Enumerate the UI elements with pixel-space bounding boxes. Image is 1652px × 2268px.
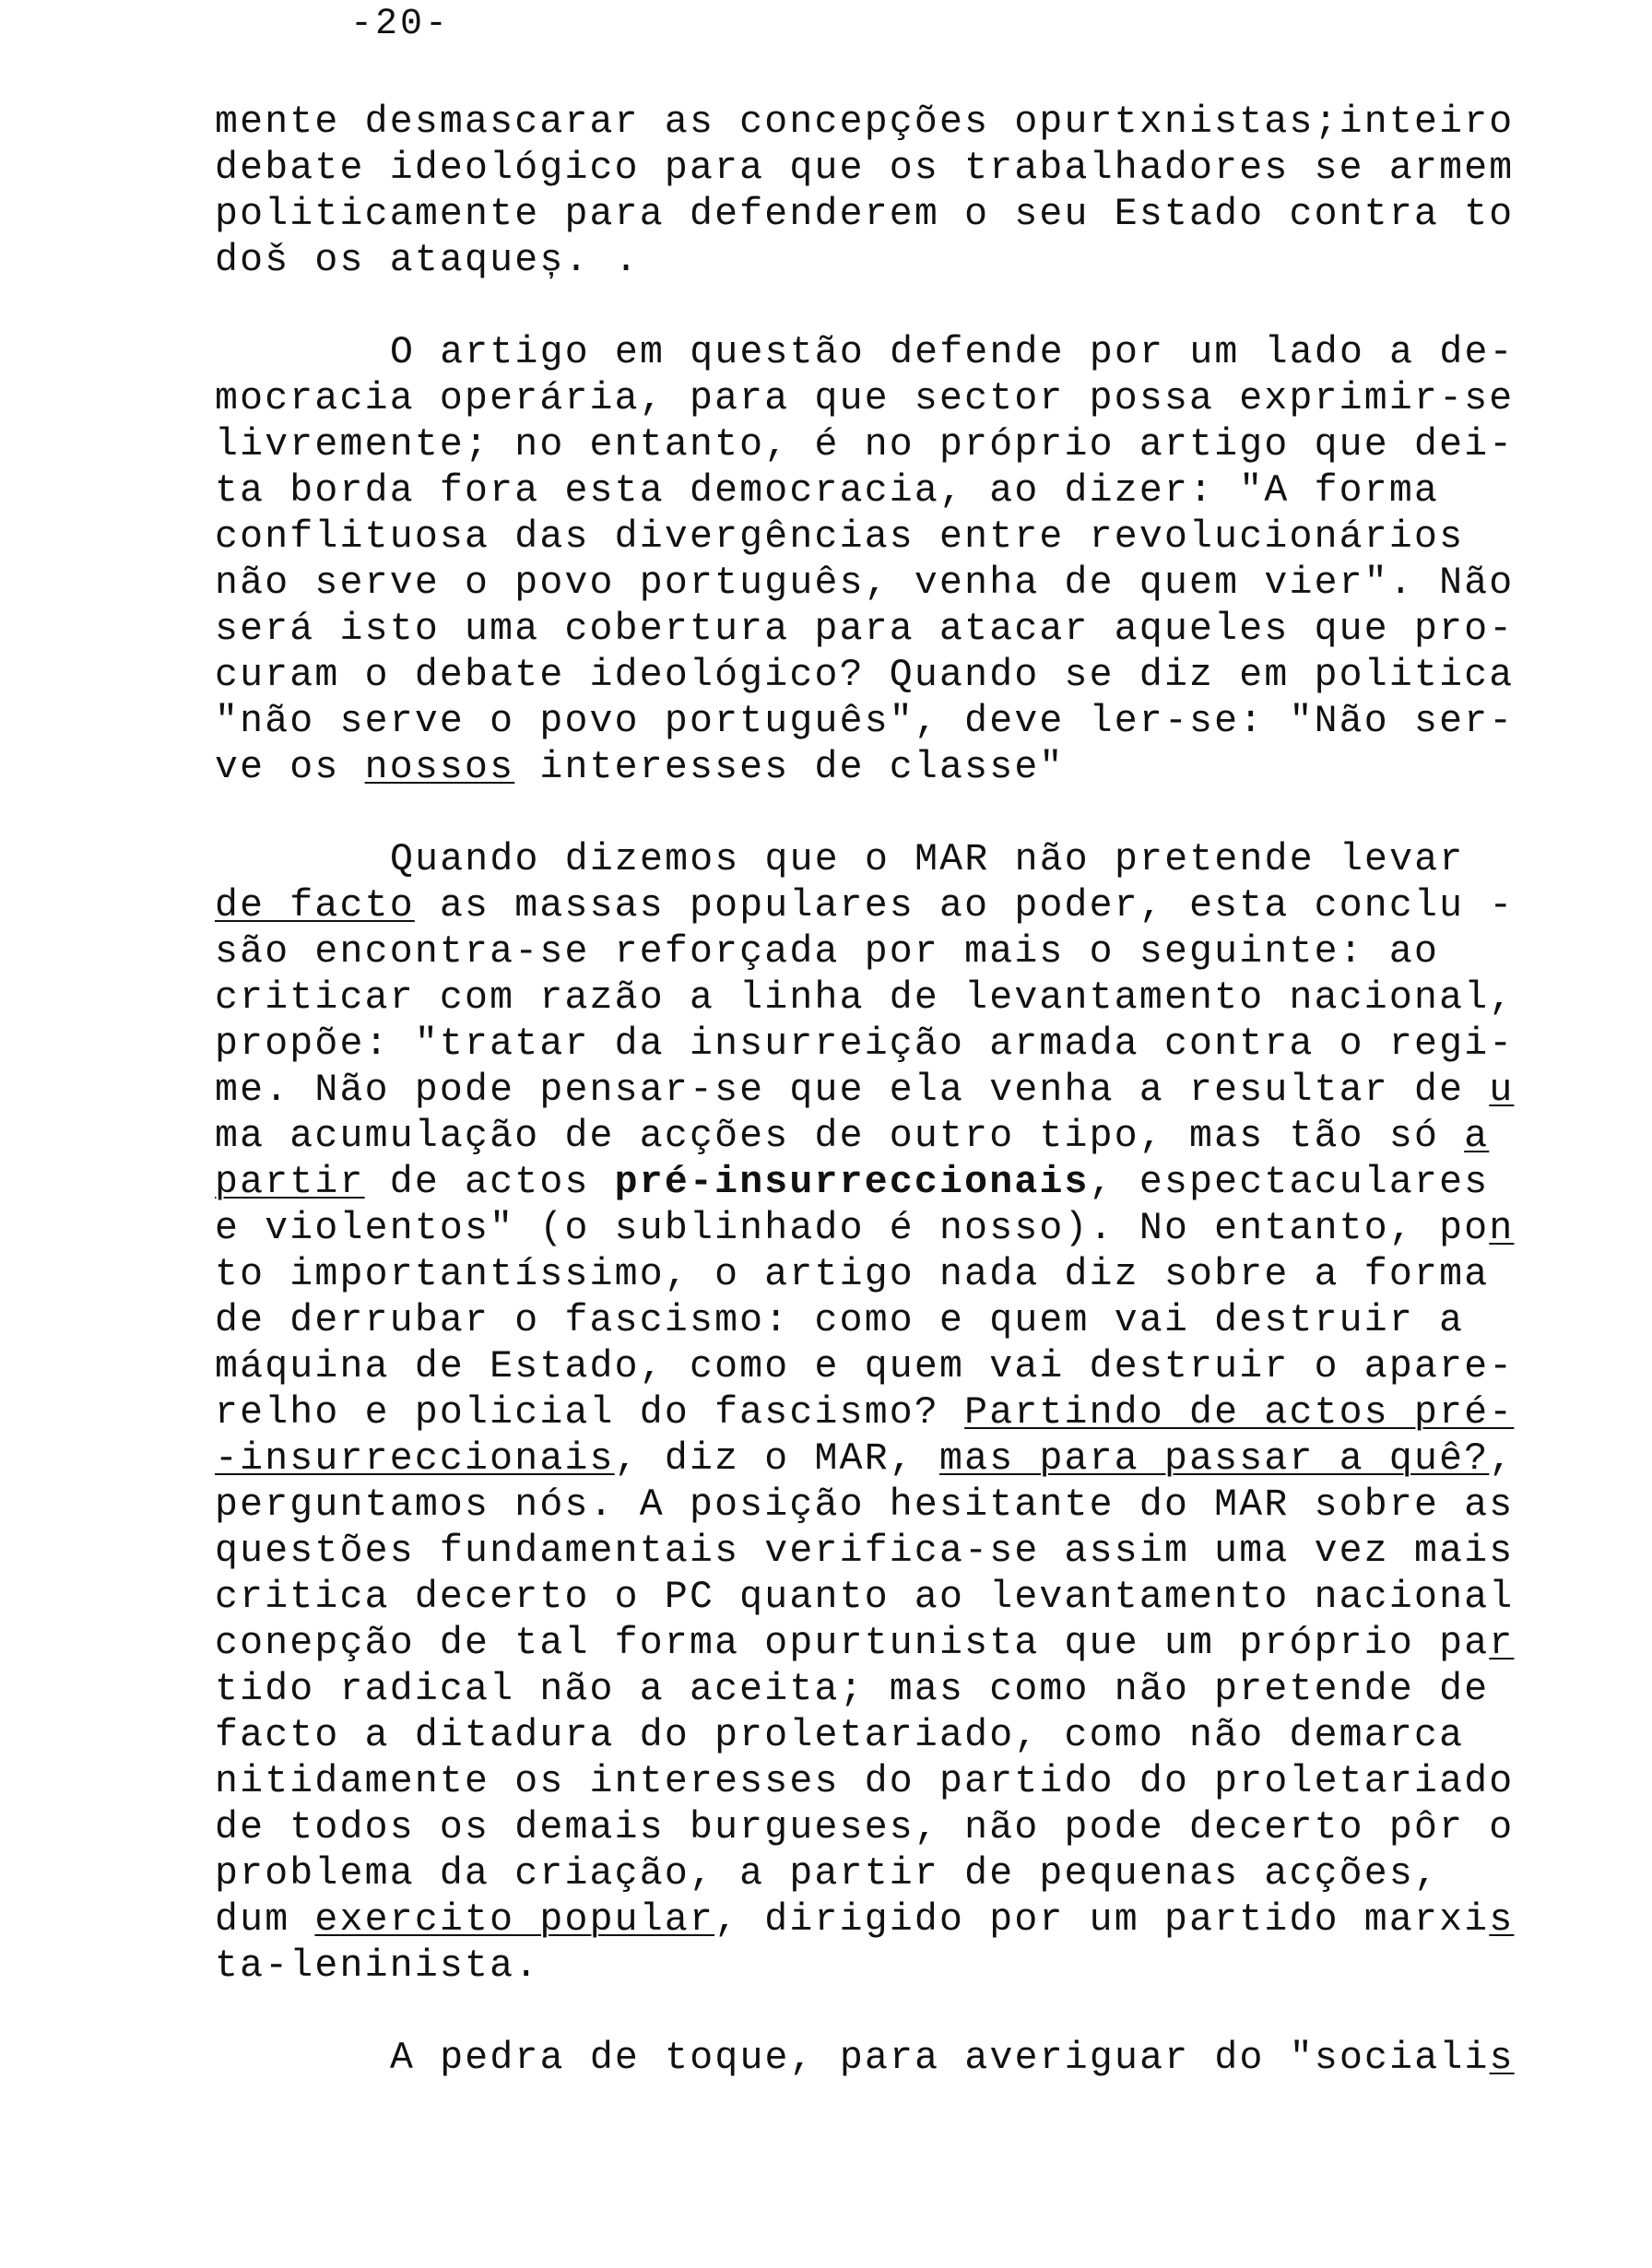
text-segment: criticar com razão a linha de levantamento nacional, (215, 976, 1515, 1020)
text-segment: interesses de classe" (514, 746, 1065, 789)
text-line (215, 1344, 1514, 1390)
underlined-text: a (1464, 1115, 1490, 1158)
text-segment: dum (215, 1898, 315, 1942)
underlined-text: r (1489, 1622, 1515, 1665)
text-segment: ve os (215, 746, 365, 789)
text-segment: são encontra-se reforçada por mais o seguinte: ao (215, 930, 1440, 974)
text-line (215, 1529, 1514, 1575)
underlined-text: s (1489, 1898, 1515, 1942)
text-line (215, 1436, 1514, 1482)
text-segment: ta borda fora esta democracia, ao dizer: "A forma (215, 469, 1440, 513)
text-line (215, 745, 1065, 791)
text-segment: Quando dizemos que o MAR não pretende levar (390, 838, 1465, 881)
underlined-text: Partindo de actos pré- (964, 1391, 1515, 1435)
text-line (215, 1482, 1514, 1529)
text-segment: problema da criação, a partir de pequenas acções, (215, 1852, 1440, 1896)
text-segment: nitidamente os interesses do partido do proletariado (215, 1760, 1515, 1803)
text-line (215, 1068, 1514, 1114)
text-segment: as massas populares ao poder, esta conclu - (414, 884, 1515, 927)
text-segment: de todos os demais burgueses, não pode decerto pôr o (215, 1806, 1515, 1849)
page-number: -20- (350, 4, 451, 45)
underlined-text: partir (215, 1161, 365, 1204)
text-segment: e violentos" (o sublinhado é nosso). No entanto, po (215, 1207, 1490, 1250)
text-segment: doš os ataqueș. . (215, 239, 640, 282)
text-segment: mente desmascarar as concepções opurtxnistas;inteiro (215, 100, 1515, 144)
text-segment: "não serve o povo português", deve ler-se: "Não ser- (215, 700, 1515, 743)
underlined-text: nossos (364, 746, 515, 789)
text-segment: , diz o MAR, (614, 1437, 940, 1481)
text-line (215, 146, 1514, 192)
text-segment: livremente; no entanto, é no próprio artigo que dei- (215, 423, 1515, 467)
text-line (215, 1667, 1489, 1713)
text-segment: relho e policial do fascismo? (215, 1391, 965, 1435)
underlined-text: mas para passar a quê? (939, 1437, 1490, 1481)
text-line (390, 837, 1464, 883)
underlined-text: exercito popular (314, 1898, 715, 1942)
text-segment: facto a ditadura do proletariado, como não demarca (215, 1714, 1465, 1757)
underlined-text: u (1489, 1069, 1515, 1112)
text-line (215, 514, 1464, 561)
text-segment: mocracia operária, para que sector possa exprimir-se (215, 377, 1515, 420)
text-segment: A pedra de toque, para averiguar do "sociali (390, 2037, 1490, 2080)
text-segment: propõe: "tratar da insurreição armada contra o regi- (215, 1022, 1515, 1066)
text-line (215, 1805, 1514, 1851)
underlined-text: -insurreccionais (215, 1437, 615, 1481)
text-segment: questões fundamentais verifica-se assim uma vez mais (215, 1530, 1515, 1573)
text-segment: de derrubar o fascismo: como e quem vai destruir a (215, 1299, 1465, 1342)
text-line (215, 1022, 1514, 1068)
text-line (215, 653, 1514, 699)
text-line (215, 1160, 1489, 1206)
text-segment: tido radical não a aceita; mas como não pretende de (215, 1668, 1490, 1711)
text-segment: politicamente para defenderem o seu Estado contra to (215, 193, 1515, 236)
text-segment: conepção de tal forma opurtunista que um próprio pa (215, 1622, 1490, 1665)
underlined-text: n (1489, 1207, 1515, 1250)
text-segment: ta-leninista. (215, 1944, 540, 1988)
text-segment: , espectaculares (1089, 1161, 1490, 1204)
text-segment: máquina de Estado, como e quem vai destruir o apare- (215, 1345, 1515, 1388)
text-segment: curam o debate ideológico? Quando se diz em politica (215, 654, 1515, 697)
text-line (215, 192, 1514, 238)
text-segment: conflituosa das divergências entre revolucionários (215, 515, 1465, 559)
text-segment: não serve o povo português, venha de quem vier". Não (215, 561, 1515, 605)
text-line (215, 1390, 1514, 1436)
text-segment: , (1489, 1437, 1515, 1481)
underlined-text: s (1489, 2037, 1515, 2080)
text-line (215, 1575, 1514, 1621)
text-segment: O artigo em questão defende por um lado a de- (390, 331, 1515, 374)
text-line (215, 1206, 1514, 1252)
text-line (215, 238, 640, 284)
text-segment: será isto uma cobertura para atacar aqueles que pro- (215, 608, 1515, 651)
text-line (215, 1252, 1489, 1298)
text-segment: critica decerto o PC quanto ao levantamento nacional (215, 1576, 1515, 1619)
text-segment: to importantíssimo, o artigo nada diz sobre a forma (215, 1253, 1490, 1296)
text-line (215, 699, 1514, 745)
text-line (215, 1759, 1514, 1805)
text-line (215, 1713, 1464, 1759)
text-line (215, 607, 1514, 653)
text-line (215, 1298, 1464, 1344)
bold-text: pré-insurreccionais (614, 1161, 1090, 1204)
text-line (215, 975, 1514, 1022)
text-line (215, 1114, 1489, 1160)
text-line (215, 883, 1514, 929)
text-line (215, 468, 1439, 514)
text-line (215, 1897, 1514, 1943)
text-line (215, 422, 1514, 468)
text-segment: ma acumulação de acções de outro tipo, mas tão só (215, 1115, 1465, 1158)
text-line (215, 929, 1439, 975)
text-segment: perguntamos nós. A posição hesitante do MAR sobre as (215, 1483, 1515, 1527)
text-line (390, 2036, 1515, 2082)
text-line (215, 561, 1514, 607)
underlined-text: de facto (215, 884, 415, 927)
text-line (215, 1621, 1514, 1667)
text-line (390, 330, 1515, 376)
text-line (215, 100, 1514, 146)
text-line (215, 1943, 539, 1990)
text-segment: , dirigido por um partido marxi (714, 1898, 1490, 1942)
text-segment: de actos (364, 1161, 615, 1204)
text-segment: me. Não pode pensar-se que ela venha a resultar de (215, 1069, 1490, 1112)
text-segment: debate ideológico para que os trabalhadores se armem (215, 147, 1515, 190)
text-line (215, 376, 1514, 422)
text-line (215, 1851, 1439, 1897)
